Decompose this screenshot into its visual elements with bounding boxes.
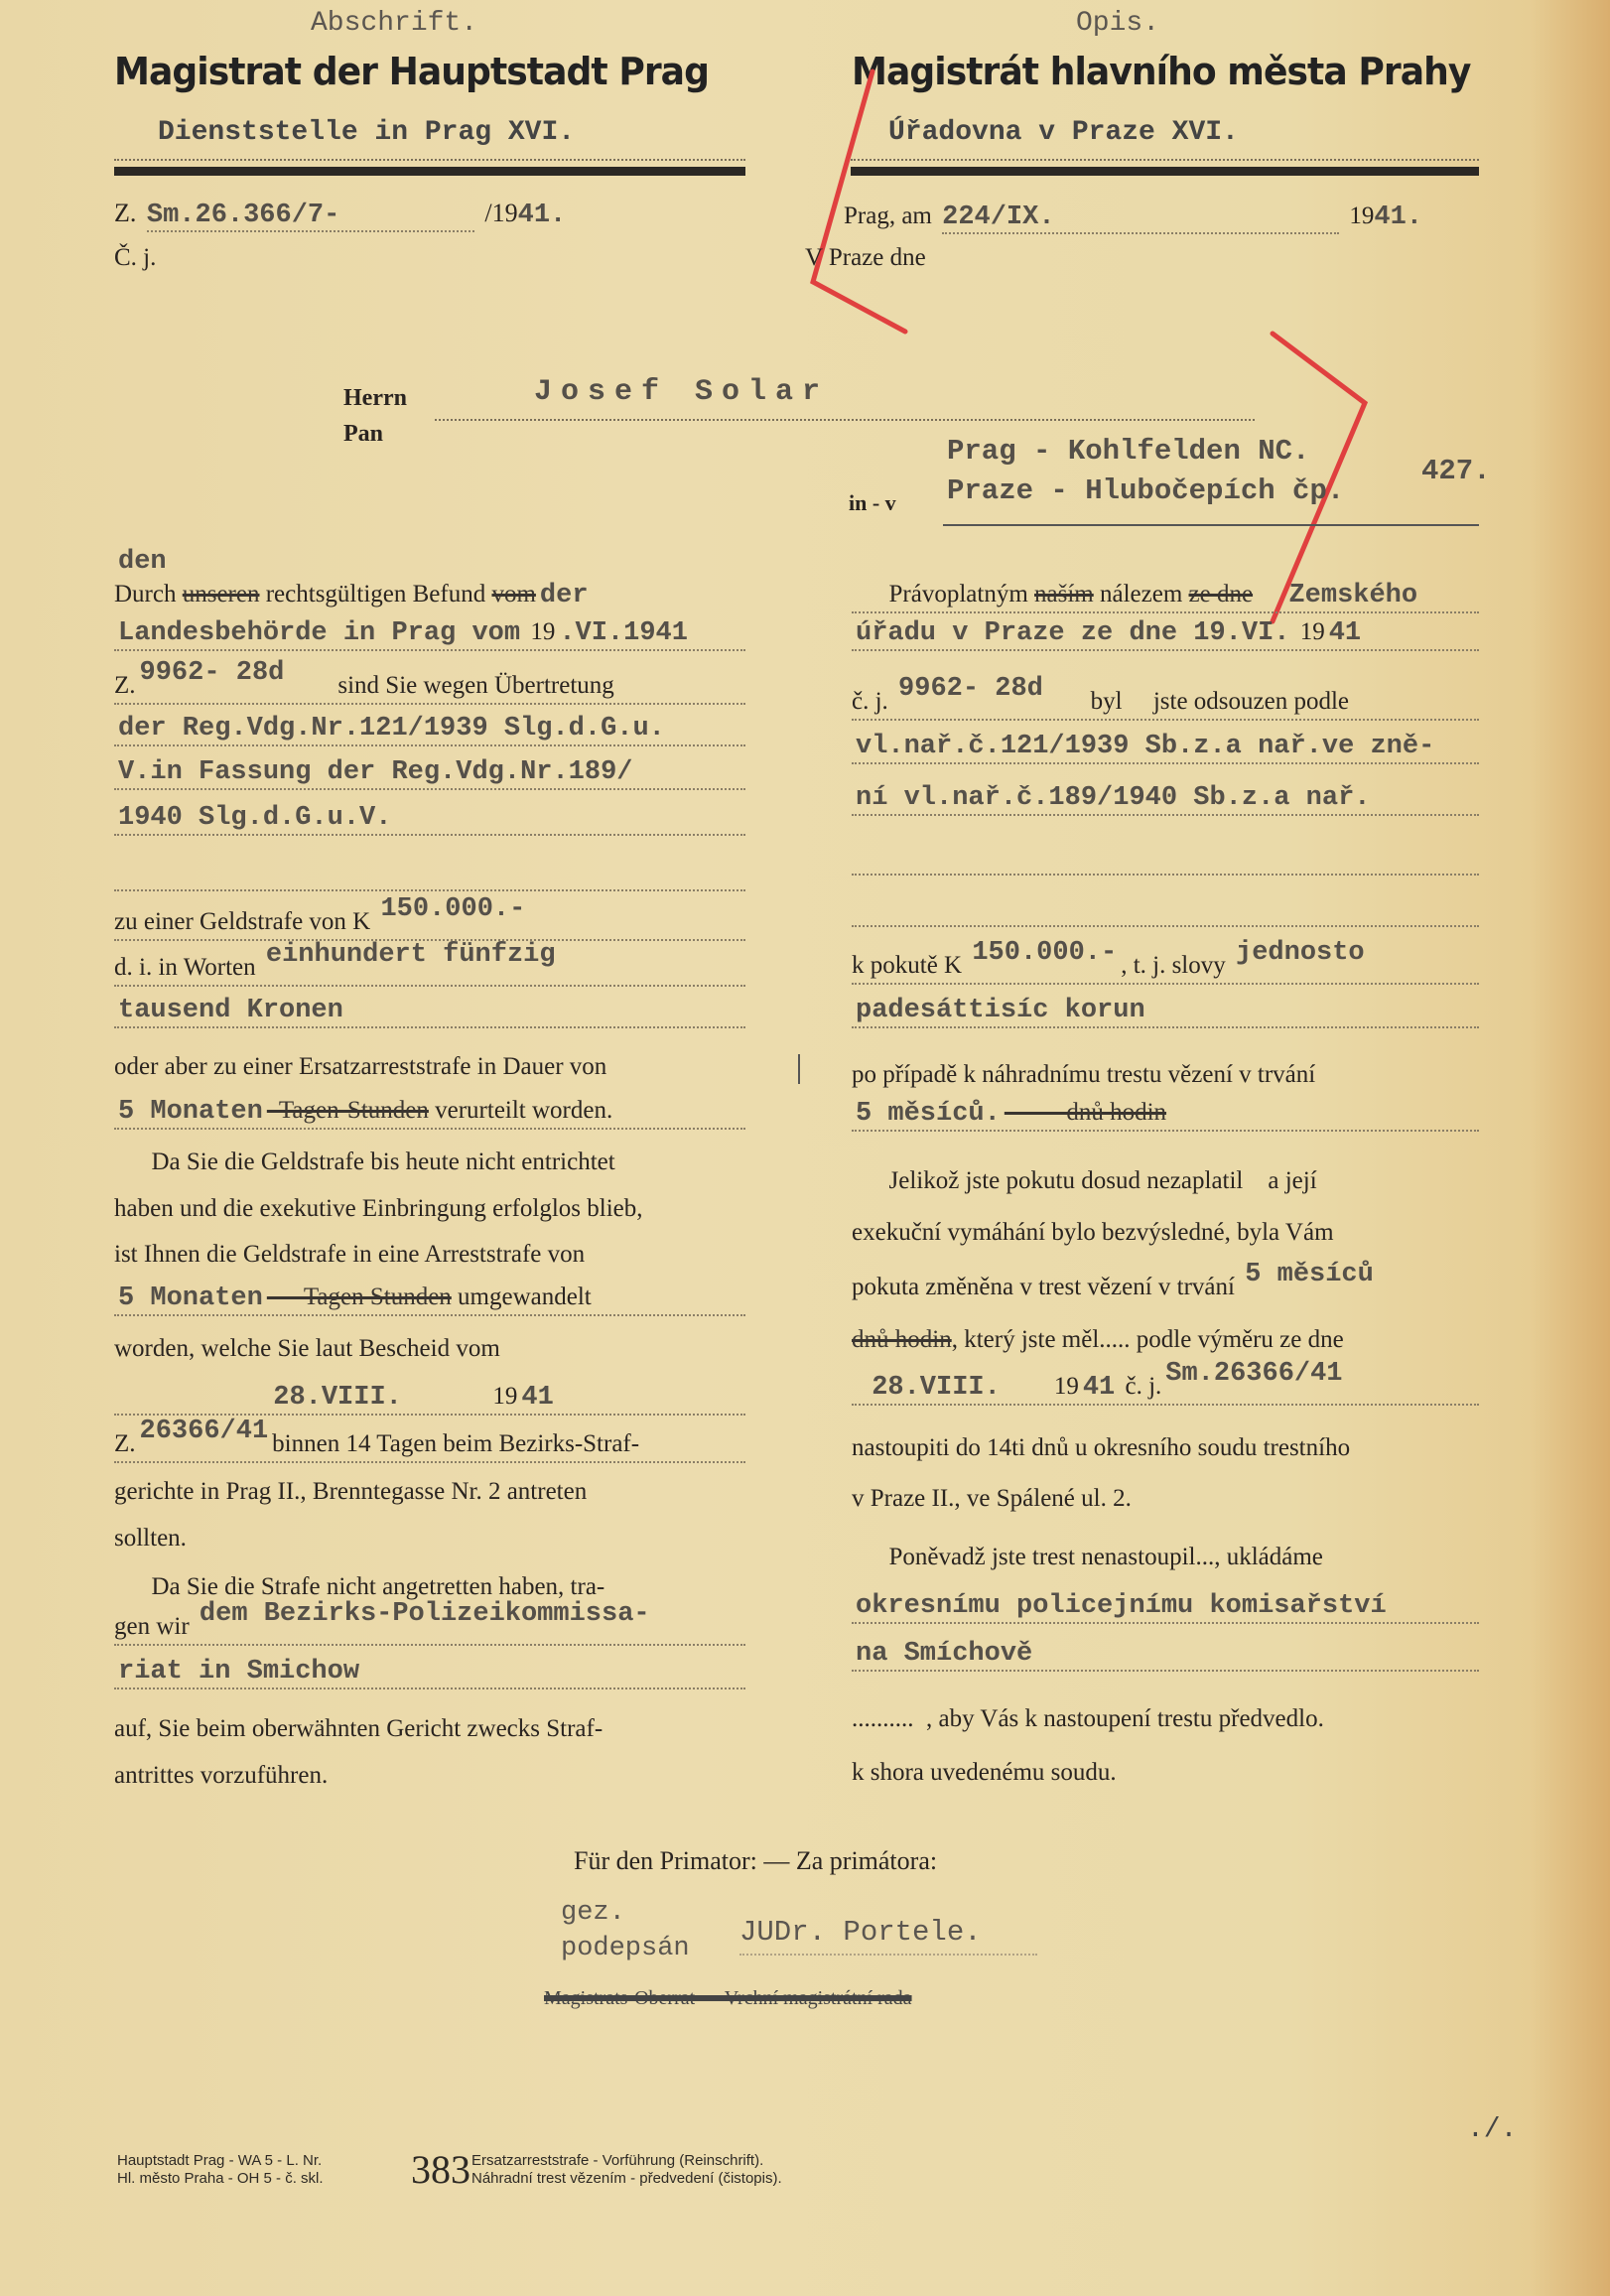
text-line — [852, 1756, 1479, 1792]
typed-entry: tausend Kronen — [118, 996, 343, 1025]
text-line — [852, 1541, 1479, 1576]
office-cz: Úřadovna v Praze XVI. — [888, 117, 1239, 148]
text-line — [114, 940, 745, 987]
z-label: Z. — [114, 199, 137, 227]
form-text: Da Sie die Geldstrafe bis heute nicht entrichtet — [114, 1148, 615, 1175]
typed-entry: 150.000.- — [380, 894, 526, 924]
year-suffix: 41. — [517, 201, 567, 230]
date-label-cz: V Praze dne — [805, 244, 926, 271]
struck-text: Tagen-Stunden — [266, 1097, 429, 1124]
text-line — [114, 894, 745, 941]
podepsan-label: podepsán — [561, 1934, 690, 1963]
form-text: antrittes vorzuführen. — [114, 1762, 329, 1789]
for-primator: Für den Primator: — Za primátora: — [574, 1846, 938, 1875]
text-line — [114, 578, 745, 613]
struck-title: Magistrats-Oberrat — Vrchní magistrátní rada — [544, 1987, 912, 2009]
text-line — [114, 1094, 745, 1130]
in-v-label: in - v — [849, 490, 896, 515]
text-line — [852, 1482, 1479, 1518]
typed-entry: jednosto — [1236, 938, 1365, 968]
text-line — [114, 1599, 745, 1646]
typed-entry: den — [118, 547, 167, 577]
typed-entry: 5 měsíců. — [856, 1099, 1001, 1129]
form-text: Jelikož jste pokutu dosud nezaplatil a její — [852, 1167, 1317, 1194]
typed-entry: dem Bezirks-Polizeikommissa- — [199, 1599, 650, 1629]
form-text: sollten. — [114, 1525, 187, 1552]
typed-entry: 41 — [1082, 1373, 1116, 1403]
typed-entry: okresnímu policejnímu komisařství — [856, 1591, 1387, 1621]
text-line — [852, 993, 1479, 1028]
text-line — [852, 1216, 1479, 1252]
text-line — [114, 754, 745, 790]
text-line — [852, 891, 1479, 927]
pan-label: Pan — [343, 421, 384, 447]
form-text: nálezem — [1093, 581, 1189, 608]
address-rule — [943, 524, 1479, 526]
typed-entry: Landesbehörde in Prag vom — [118, 618, 521, 648]
text-line — [852, 1164, 1479, 1200]
text-line — [852, 578, 1479, 613]
typed-entry: .VI.1941 — [559, 618, 688, 648]
form-text: zu einer Geldstrafe von K — [114, 908, 377, 935]
form-text: oder aber zu einer Ersatzarreststrafe in Dauer von — [114, 1053, 607, 1080]
text-line — [114, 1238, 745, 1274]
text-line — [114, 544, 745, 580]
text-line — [114, 1654, 745, 1689]
form-text: k shora uvedenému soudu. — [852, 1759, 1117, 1786]
text-line — [114, 1281, 745, 1316]
footer-right-line1: Ersatzarreststrafe - Vorführung (Reinschrift). — [471, 2152, 764, 2169]
form-text: byl jste odsouzen podle — [1046, 688, 1350, 715]
text-line — [114, 856, 745, 891]
footer-right — [471, 2152, 782, 2188]
date-row — [844, 203, 1422, 234]
typed-entry: 28.VIII. — [856, 1373, 1001, 1403]
typed-entry: 41 — [1328, 618, 1362, 648]
form-text: auf, Sie beim oberwähnten Gericht zwecks Straf- — [114, 1715, 604, 1742]
form-text: worden, welche Sie laut Bescheid vom — [114, 1335, 500, 1362]
text-line — [852, 1359, 1479, 1406]
title-de: Magistrat der Hauptstadt Prag — [114, 50, 709, 93]
text-line — [114, 1475, 745, 1511]
form-text: verurteilt worden. — [428, 1097, 613, 1124]
text-line — [852, 1058, 1479, 1094]
name-dotted-rule — [435, 419, 1255, 421]
text-line — [114, 1759, 745, 1795]
text-line — [852, 1323, 1479, 1359]
typed-entry: ní vl.nař.č.189/1940 Sb.z.a nař. — [856, 783, 1371, 813]
form-text: pokuta změněna v trest vězení v trvání — [852, 1274, 1242, 1300]
typed-entry: der Reg.Vdg.Nr.121/1939 Slg.d.G.u. — [118, 714, 665, 743]
form-text: Z. — [114, 1430, 136, 1457]
text-line — [114, 1332, 745, 1368]
text-line — [114, 1050, 745, 1086]
struck-text: dnů hodin — [852, 1326, 952, 1353]
text-line — [852, 1702, 1479, 1738]
typed-entry: 1940 Slg.d.G.u.V. — [118, 803, 392, 833]
herrn-label: Herrn — [343, 385, 407, 411]
reference-row — [114, 199, 566, 232]
typed-entry: 26366/41 — [139, 1417, 269, 1446]
text-line — [114, 1192, 745, 1228]
address-de: Prag - Kohlfelden NC. — [947, 435, 1310, 468]
text-line — [852, 1096, 1479, 1132]
form-text: Poněvadž jste trest nenastoupil..., ukládáme — [852, 1544, 1323, 1570]
struck-text: vom — [491, 581, 536, 608]
struck-text: naším — [1034, 581, 1094, 608]
text-line — [852, 1588, 1479, 1624]
text-line — [852, 729, 1479, 764]
text-line — [114, 993, 745, 1028]
text-line — [852, 1260, 1479, 1306]
form-text: d. i. in Worten — [114, 954, 262, 981]
text-line — [114, 1522, 745, 1557]
form-text: č. j. — [1119, 1373, 1162, 1400]
form-text: Z. — [114, 672, 136, 699]
date-year-prefix: 19 — [1349, 203, 1375, 229]
text-line — [114, 711, 745, 746]
form-text: umgewandelt — [451, 1283, 592, 1310]
continuation-mark: ./. — [1467, 2114, 1518, 2145]
house-number: 427. — [1421, 455, 1491, 487]
cj-label: Č. j. — [114, 244, 157, 271]
text-line — [852, 938, 1479, 985]
text-line — [852, 780, 1479, 816]
form-text: ist Ihnen die Geldstrafe in eine Arreststrafe von — [114, 1241, 586, 1268]
form-text: sind Sie wegen Übertretung — [288, 672, 614, 699]
form-text: exekuční vymáhání bylo bezvýsledné, byla Vám — [852, 1219, 1334, 1246]
struck-text: unseren — [182, 581, 260, 608]
form-text: v Praze II., ve Spálené ul. 2. — [852, 1485, 1132, 1512]
title-cz: Magistrát hlavního města Prahy — [852, 50, 1471, 93]
text-line — [114, 1417, 745, 1463]
typed-entry: Zemského — [1257, 581, 1418, 610]
typed-entry: vl.nař.č.121/1939 Sb.z.a nař.ve zně- — [856, 732, 1435, 761]
text-line — [852, 674, 1479, 721]
date-label-de: Prag, am — [844, 203, 932, 229]
margin-tick — [798, 1054, 800, 1084]
copy-mark-cz: Opis. — [1076, 8, 1160, 39]
footer-right-line2: Náhradní trest vězením - předvedení (čistopis). — [471, 2170, 782, 2187]
form-text: č. j. — [852, 688, 895, 715]
typed-entry: Sm.26366/41 — [1165, 1359, 1343, 1389]
form-text: 19 — [524, 618, 556, 645]
text-line — [852, 840, 1479, 876]
office-de: Dienststelle in Prag XVI. — [158, 117, 576, 148]
struck-text: Tagen Stunden — [266, 1283, 452, 1310]
form-text: , t. j. slovy — [1121, 952, 1233, 979]
form-text: , který jste měl..... podle výměru ze dne — [951, 1326, 1344, 1353]
text-line — [114, 1380, 745, 1416]
form-text: Durch — [114, 581, 183, 608]
date-year-suffix: 41. — [1374, 203, 1422, 232]
footer-left-line1: Hauptstadt Prag - WA 5 - L. Nr. — [117, 2152, 323, 2169]
typed-entry: riat in Smichow — [118, 1657, 360, 1687]
typed-entry: einhundert fünfzig — [265, 940, 556, 970]
form-text: nastoupiti do 14ti dnů u okresního soudu trestního — [852, 1434, 1351, 1461]
text-line — [852, 615, 1479, 651]
typed-entry: 9962- 28d — [139, 658, 285, 688]
form-number: 383 — [411, 2147, 470, 2192]
footer-left-line2: Hl. město Praha - OH 5 - č. skl. — [117, 2170, 324, 2187]
form-text: .......... , aby Vás k nastoupení trestu předvedlo. — [852, 1705, 1324, 1732]
form-text: gerichte in Prag II., Brenntegasse Nr. 2 antreten — [114, 1478, 588, 1505]
form-text: binnen 14 Tagen beim Bezirks-Straf- — [272, 1430, 640, 1457]
form-text: k pokutě K — [852, 952, 969, 979]
signature-dotted-rule — [739, 1954, 1037, 1956]
copy-mark-de: Abschrift. — [311, 8, 478, 39]
typed-entry: 5 Monaten — [118, 1097, 263, 1127]
struck-text: dnů hodin — [1004, 1099, 1167, 1126]
typed-entry: 5 Monaten — [118, 1283, 263, 1313]
form-text: Právoplatným — [852, 581, 1035, 608]
signer-name: JUDr. Portele. — [739, 1916, 982, 1949]
typed-entry: úřadu v Praze ze dne 19.VI. — [856, 618, 1290, 648]
form-text: 19 — [405, 1383, 518, 1410]
text-line — [114, 800, 745, 836]
typed-entry: V.in Fassung der Reg.Vdg.Nr.189/ — [118, 757, 633, 787]
form-text: rechtsgültigen Befund — [259, 581, 492, 608]
form-text: 19 — [1004, 1373, 1079, 1400]
z-value: Sm.26.366/7- — [147, 201, 474, 232]
typed-entry: padesáttisíc korun — [856, 996, 1145, 1025]
form-text: Da Sie die Strafe nicht angetretten haben, tra- — [114, 1573, 605, 1600]
typed-entry: na Smíchově — [856, 1639, 1033, 1669]
date-value: 224/IX. — [942, 203, 1339, 234]
form-text: haben und die exekutive Einbringung erfolglos blieb, — [114, 1195, 643, 1222]
text-line — [114, 615, 745, 651]
year-prefix: /19 — [484, 199, 518, 227]
text-line — [114, 658, 745, 705]
footer-left — [117, 2152, 324, 2188]
text-line — [114, 1146, 745, 1181]
typed-entry: 28.VIII. — [273, 1383, 402, 1413]
recipient-name: Josef Solar — [534, 375, 830, 409]
address-cz: Praze - Hlubočepích čp. — [947, 474, 1345, 507]
text-line — [852, 1431, 1479, 1467]
gez-label: gez. — [561, 1898, 625, 1928]
typed-entry: 150.000.- — [972, 938, 1118, 968]
form-text: gen wir — [114, 1613, 196, 1640]
typed-entry: der — [539, 581, 589, 610]
form-text — [114, 1383, 269, 1410]
form-text: po případě k náhradnímu trestu vězení v trvání — [852, 1061, 1316, 1088]
typed-entry: 41 — [521, 1383, 554, 1413]
red-mark-left — [813, 71, 905, 332]
text-line — [852, 1636, 1479, 1672]
text-line — [114, 1712, 745, 1748]
form-text: 19 — [1293, 618, 1325, 645]
typed-entry: 5 měsíců — [1245, 1260, 1374, 1289]
typed-entry: 9962- 28d — [898, 674, 1043, 704]
struck-text: ze dne — [1188, 581, 1254, 608]
